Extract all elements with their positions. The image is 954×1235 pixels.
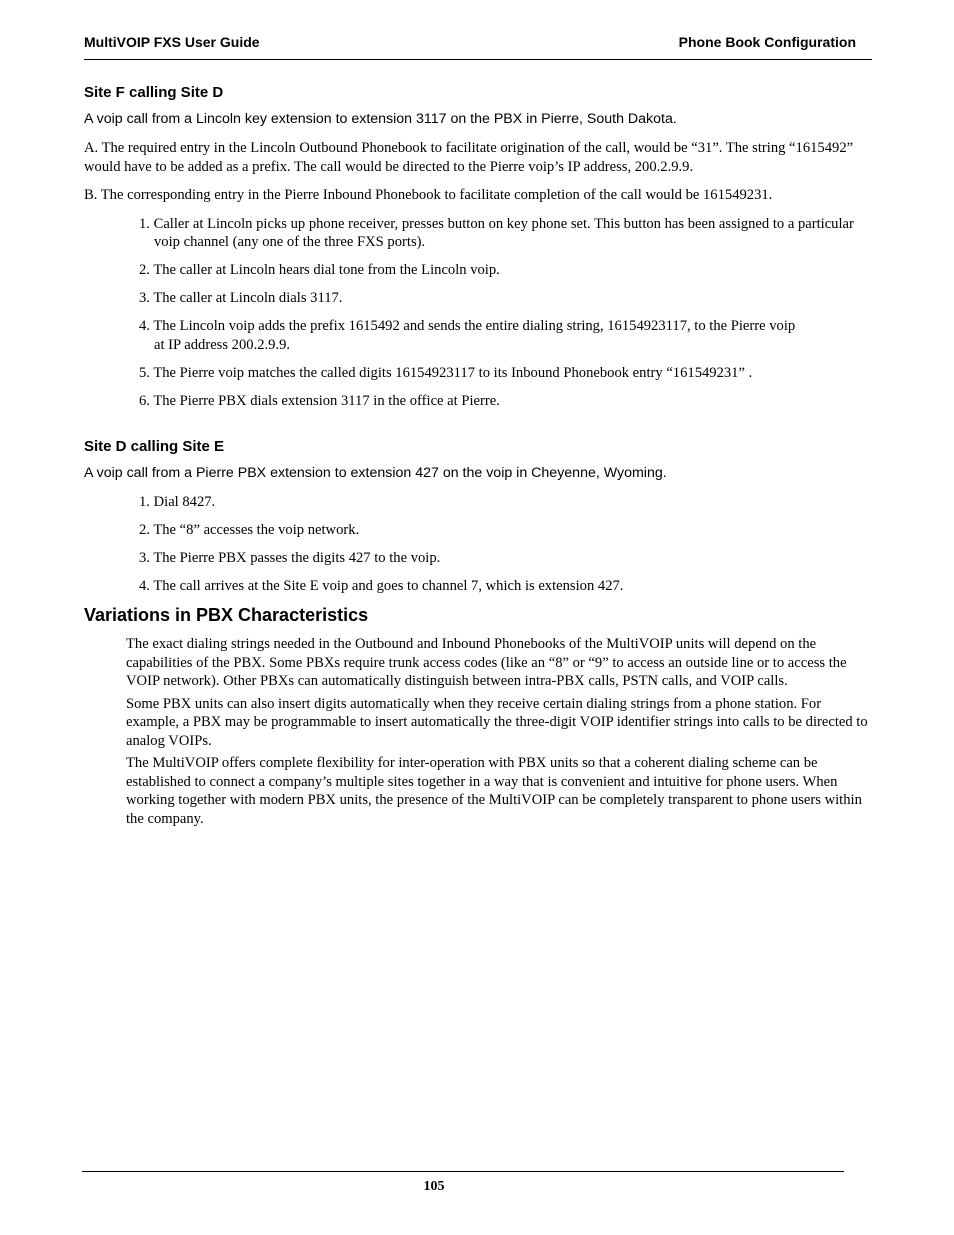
step-continuation: at IP address 200.2.9.9.	[154, 336, 291, 353]
section-intro: A voip call from a Pierre PBX extension to extension 427 on the voip in Cheyenne, Wyoming.	[84, 465, 667, 481]
steps-list	[84, 493, 874, 596]
section-intro: A voip call from a Lincoln key extension to extension 3117 on the PBX in Pierre, South Dakota.	[84, 111, 677, 127]
paragraph: The exact dialing strings needed in the Outbound and Inbound Phonebooks of the MultiVOIP units will depend on the capabilities of the PBX. Some PBXs require trunk access codes (like an “8” or “9” to access an outside line or to access the VOIP network). Other PBXs can automatically distinguish between intra-PBX calls, PSTN calls, and VOIP calls.	[126, 636, 847, 689]
list-item: 6. The Pierre PBX dials extension 3117 in the office at Pierre.	[139, 392, 500, 409]
section-site-f-calling-site-d	[84, 84, 874, 410]
paragraph-b: B. The corresponding entry in the Pierre Inbound Phonebook to facilitate completion of the call would be 161549231.	[84, 187, 773, 203]
list-item: 5. The Pierre voip matches the called digits 16154923117 to its Inbound Phonebook entry “161549231” .	[139, 364, 753, 381]
paragraph-a: A. The required entry in the Lincoln Outbound Phonebook to facilitate origination of the call, would be “31”. The string “1615492” would have to be added as a prefix. The call would be directed to the Pierre voip’s IP address, 200.2.9.9.	[84, 140, 854, 175]
list-item: 4. The call arrives at the Site E voip and goes to channel 7, which is extension 427.	[139, 578, 624, 594]
page-number: 105	[423, 1179, 445, 1194]
section-heading: Site F calling Site D	[84, 84, 224, 101]
steps-list	[84, 215, 874, 411]
section-heading: Site D calling Site E	[84, 438, 225, 455]
list-item: 1. Dial 8427.	[139, 494, 216, 510]
list-item: 1. Caller at Lincoln picks up phone receiver, presses button on key phone set. This button has been assigned to a particular voip channel (any one of the three FXS ports).	[139, 215, 854, 250]
paragraph: Some PBX units can also insert digits automatically when they receive certain dialing strings from a phone station. For example, a PBX may be programmable to insert automatically the three-digit VOIP identifier strings into calls to be directed to analog VOIPs.	[126, 695, 868, 749]
section-heading: Variations in PBX Characteristics	[84, 605, 369, 625]
list-item: 2. The “8” accesses the voip network.	[139, 522, 360, 538]
section-variations	[84, 605, 874, 828]
header-section-title: Phone Book Configuration	[678, 34, 856, 50]
footer-divider	[82, 1171, 844, 1172]
paragraph: The MultiVOIP offers complete flexibility for inter-operation with PBX units so that a coherent dialing scheme can be established to connect a company’s multiple sites together in a way that is convenient and intuitive for phone users. When working together with modern PBX units, the presence of the MultiVOIP can be completely transparent to phone users within the company.	[126, 755, 862, 827]
page-header	[84, 33, 872, 60]
step-text: 4. The Lincoln voip adds the prefix 1615492 and sends the entire dialing string, 16154923117, to the Pierre voip	[139, 318, 796, 334]
header-document-title: MultiVOIP FXS User Guide	[84, 34, 260, 50]
section-body	[84, 635, 874, 828]
list-item: 3. The Pierre PBX passes the digits 427 to the voip.	[139, 550, 441, 566]
list-item	[139, 317, 874, 354]
page-content	[84, 84, 874, 832]
list-item: 3. The caller at Lincoln dials 3117.	[139, 290, 343, 306]
section-site-d-calling-site-e	[84, 438, 874, 596]
list-item: 2. The caller at Lincoln hears dial tone from the Lincoln voip.	[139, 262, 500, 278]
